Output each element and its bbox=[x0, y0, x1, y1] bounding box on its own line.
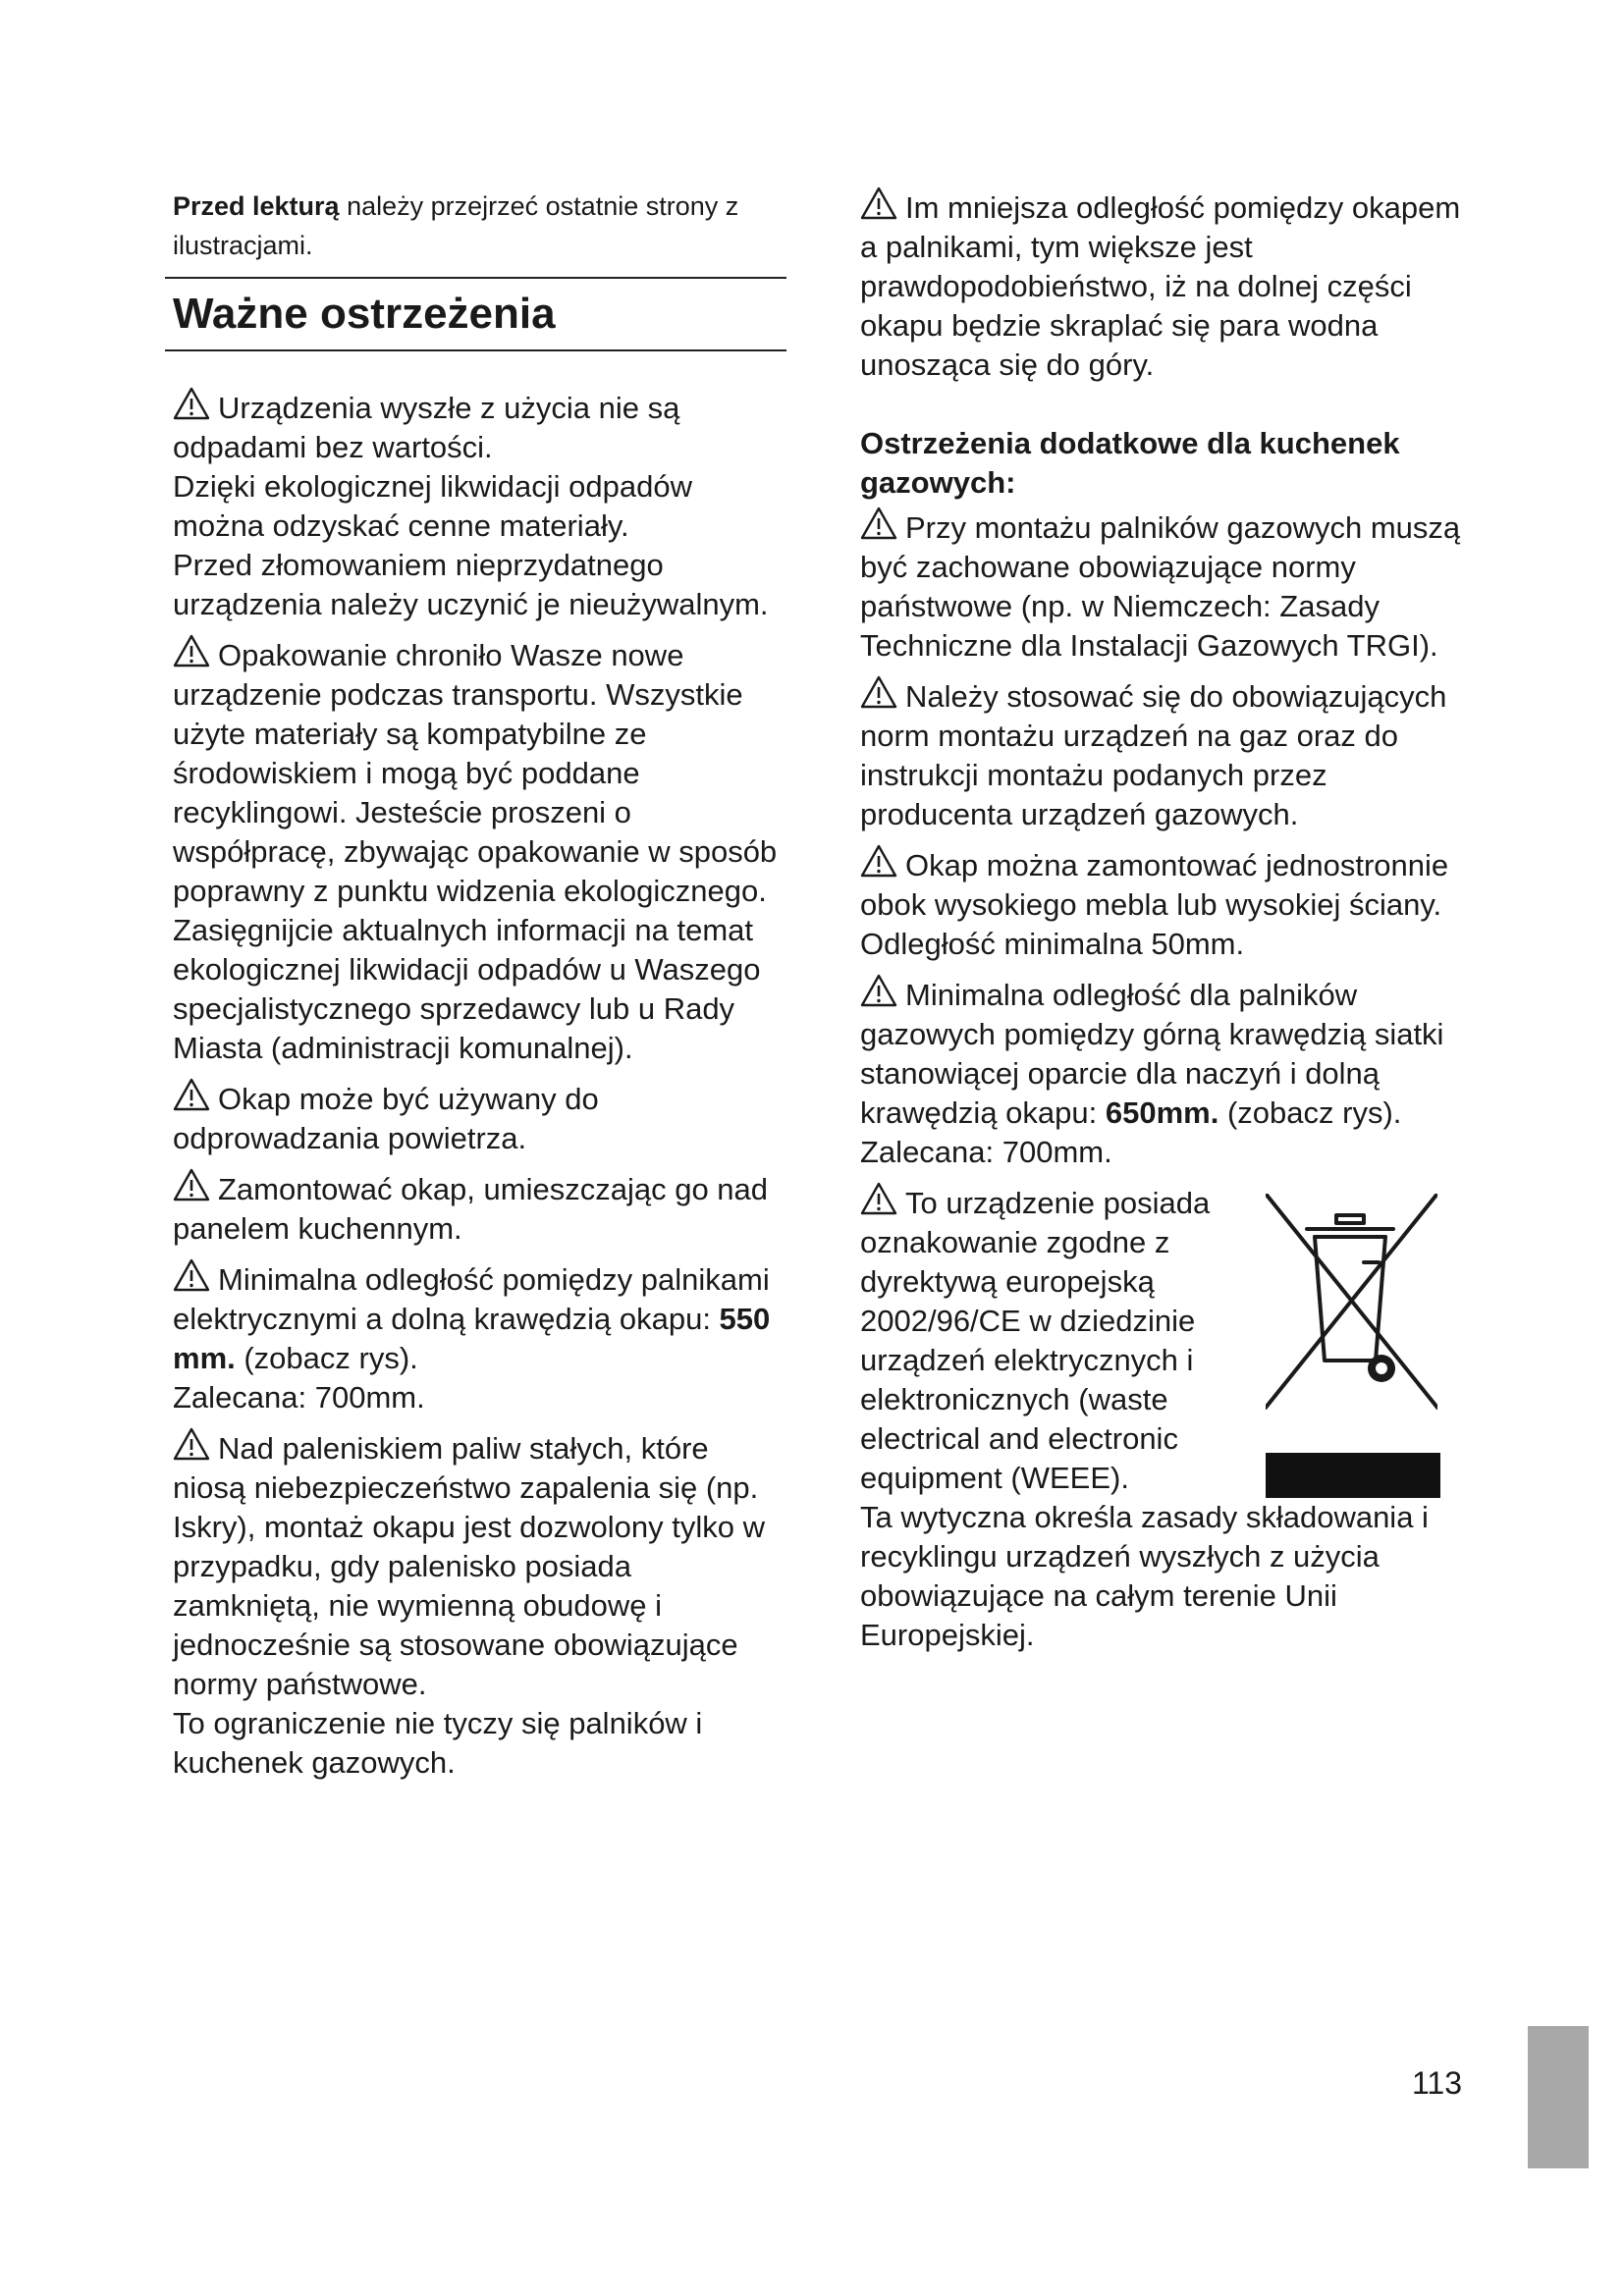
paragraph: Zasięgnijcie aktualnych informacji na temat ekologicznej likwidacji odpadów u Waszego specjalistycznego sprzedawcy lub u Rady Miasta (administracji komunalnej). bbox=[173, 913, 761, 1065]
warning-triangle-icon bbox=[173, 1258, 210, 1292]
warning-text: Należy stosować się do obowiązujących norm montażu urządzeń na gaz oraz do instrukcji montażu podanych przez producenta urządzeń gazowych. bbox=[860, 679, 1447, 831]
warning-text: Minimalna odległość pomiędzy palnikami elektrycznymi a dolną krawędzią okapu: bbox=[173, 1262, 770, 1336]
warning-item bbox=[860, 844, 1474, 925]
page-edge-tab bbox=[1528, 2026, 1589, 2168]
intro-rest: należy przejrzeć ostatnie strony z ilustracjami. bbox=[173, 191, 739, 260]
paragraph: Zalecana: 700mm. bbox=[173, 1380, 425, 1415]
warning-text: Okap można zamontować jednostronnie obok wysokiego mebla lub wysokiej ściany. bbox=[860, 848, 1449, 922]
warning-text: Minimalna odległość dla palników gazowych pomiędzy górną krawędzią siatki stanowiącej oparcie dla naczyń i dolną krawędzią okapu: bbox=[860, 978, 1444, 1130]
crossed-out-bin-icon bbox=[1266, 1194, 1437, 1410]
warning-item bbox=[173, 1258, 786, 1378]
warning-triangle-icon bbox=[860, 675, 897, 709]
intro-bold: Przed lekturą bbox=[173, 191, 340, 221]
warning-text-tail: (zobacz rys). bbox=[235, 1341, 418, 1375]
warning-text: Im mniejsza odległość pomiędzy okapem a palnikami, tym większe jest prawdopodobieństwo, iż na dolnej części okapu będzie skraplać się para wodna unosząca się do góry. bbox=[860, 190, 1461, 382]
weee-symbol bbox=[1266, 1194, 1437, 1498]
section-title: Ważne ostrzeżenia bbox=[165, 277, 786, 351]
paragraph: To ograniczenie nie tyczy się palników i kuchenek gazowych. bbox=[173, 1706, 703, 1780]
paragraph: Dzięki ekologicznej likwidacji odpadów można odzyskać cenne materiały. bbox=[173, 469, 692, 543]
warning-item bbox=[173, 1168, 786, 1249]
warning-triangle-icon bbox=[860, 844, 897, 878]
warning-item bbox=[173, 1427, 786, 1704]
paragraph: Zalecana: 700mm. bbox=[860, 1135, 1112, 1169]
warning-triangle-icon bbox=[173, 634, 210, 667]
warning-item bbox=[860, 187, 1474, 385]
warning-triangle-icon bbox=[860, 1182, 897, 1215]
paragraph: Odległość minimalna 50mm. bbox=[860, 927, 1245, 961]
warning-text: Opakowanie chroniło Wasze nowe urządzenie podczas transportu. Wszystkie użyte materiały są kompatybilne ze środowiskiem i mogą być poddane recyklingowi. Jesteście proszeni o współpracę, zbywając opakowanie w sposób poprawny z punktu widzenia ekologicznego. bbox=[173, 638, 778, 908]
warning-triangle-icon bbox=[173, 1427, 210, 1461]
left-column bbox=[173, 187, 786, 1783]
warning-triangle-icon bbox=[173, 387, 210, 420]
gas-warnings-heading: Ostrzeżenia dodatkowe dla kuchenek gazowych: bbox=[860, 426, 1400, 500]
warning-text: Zamontować okap, umieszczając go nad panelem kuchennym. bbox=[173, 1172, 769, 1246]
weee-black-bar bbox=[1266, 1453, 1440, 1498]
warning-text-tail: (zobacz rys). bbox=[1218, 1095, 1402, 1130]
warning-triangle-icon bbox=[860, 974, 897, 1007]
warning-item bbox=[173, 1078, 786, 1158]
warning-item bbox=[173, 387, 786, 467]
warning-text: Urządzenia wyszłe z użycia nie są odpadami bez wartości. bbox=[173, 391, 680, 464]
warning-item bbox=[860, 675, 1474, 834]
warning-item bbox=[860, 1182, 1233, 1498]
paragraph: Ta wytyczna określa zasady składowania i recyklingu urządzeń wyszłych z użycia obowiązujące na całym terenie Unii Europejskiej. bbox=[860, 1500, 1429, 1652]
warning-triangle-icon bbox=[173, 1168, 210, 1201]
paragraph: Przed złomowaniem nieprzydatnego urządzenia należy uczynić je nieużywalnym. bbox=[173, 548, 769, 621]
warning-text: Przy montażu palników gazowych muszą być zachowane obowiązujące normy państwowe (np. w Niemczech: Zasady Techniczne dla Instalacji Gazowych TRGI). bbox=[860, 510, 1461, 663]
warning-text: Nad paleniskiem paliw stałych, które niosą niebezpieczeństwo zapalenia się (np. Iskry), montaż okapu jest dozwolony tylko w przypadku, gdy palenisko posiada zamkniętą, nie wymienną obudowę i jednocześnie są stosowane obowiązujące normy państwowe. bbox=[173, 1431, 766, 1701]
warning-item bbox=[173, 634, 786, 911]
warning-item bbox=[860, 507, 1474, 666]
warning-triangle-icon bbox=[860, 187, 897, 220]
weee-block bbox=[860, 1182, 1474, 1498]
page-number: 113 bbox=[1412, 2065, 1463, 2101]
warning-triangle-icon bbox=[860, 507, 897, 540]
warning-triangle-icon bbox=[173, 1078, 210, 1111]
warning-text: To urządzenie posiada oznakowanie zgodne z dyrektywą europejską 2002/96/CE w dziedzinie urządzeń elektrycznych i elektronicznych (waste electrical and electronic equipment (WEEE). bbox=[860, 1186, 1211, 1495]
distance-value: 550 mm. bbox=[173, 1302, 771, 1375]
warning-item bbox=[860, 974, 1474, 1133]
intro-note bbox=[173, 187, 786, 265]
right-column bbox=[860, 187, 1474, 1655]
distance-value: 650mm. bbox=[1105, 1095, 1219, 1130]
warning-text: Okap może być używany do odprowadzania powietrza. bbox=[173, 1082, 599, 1155]
